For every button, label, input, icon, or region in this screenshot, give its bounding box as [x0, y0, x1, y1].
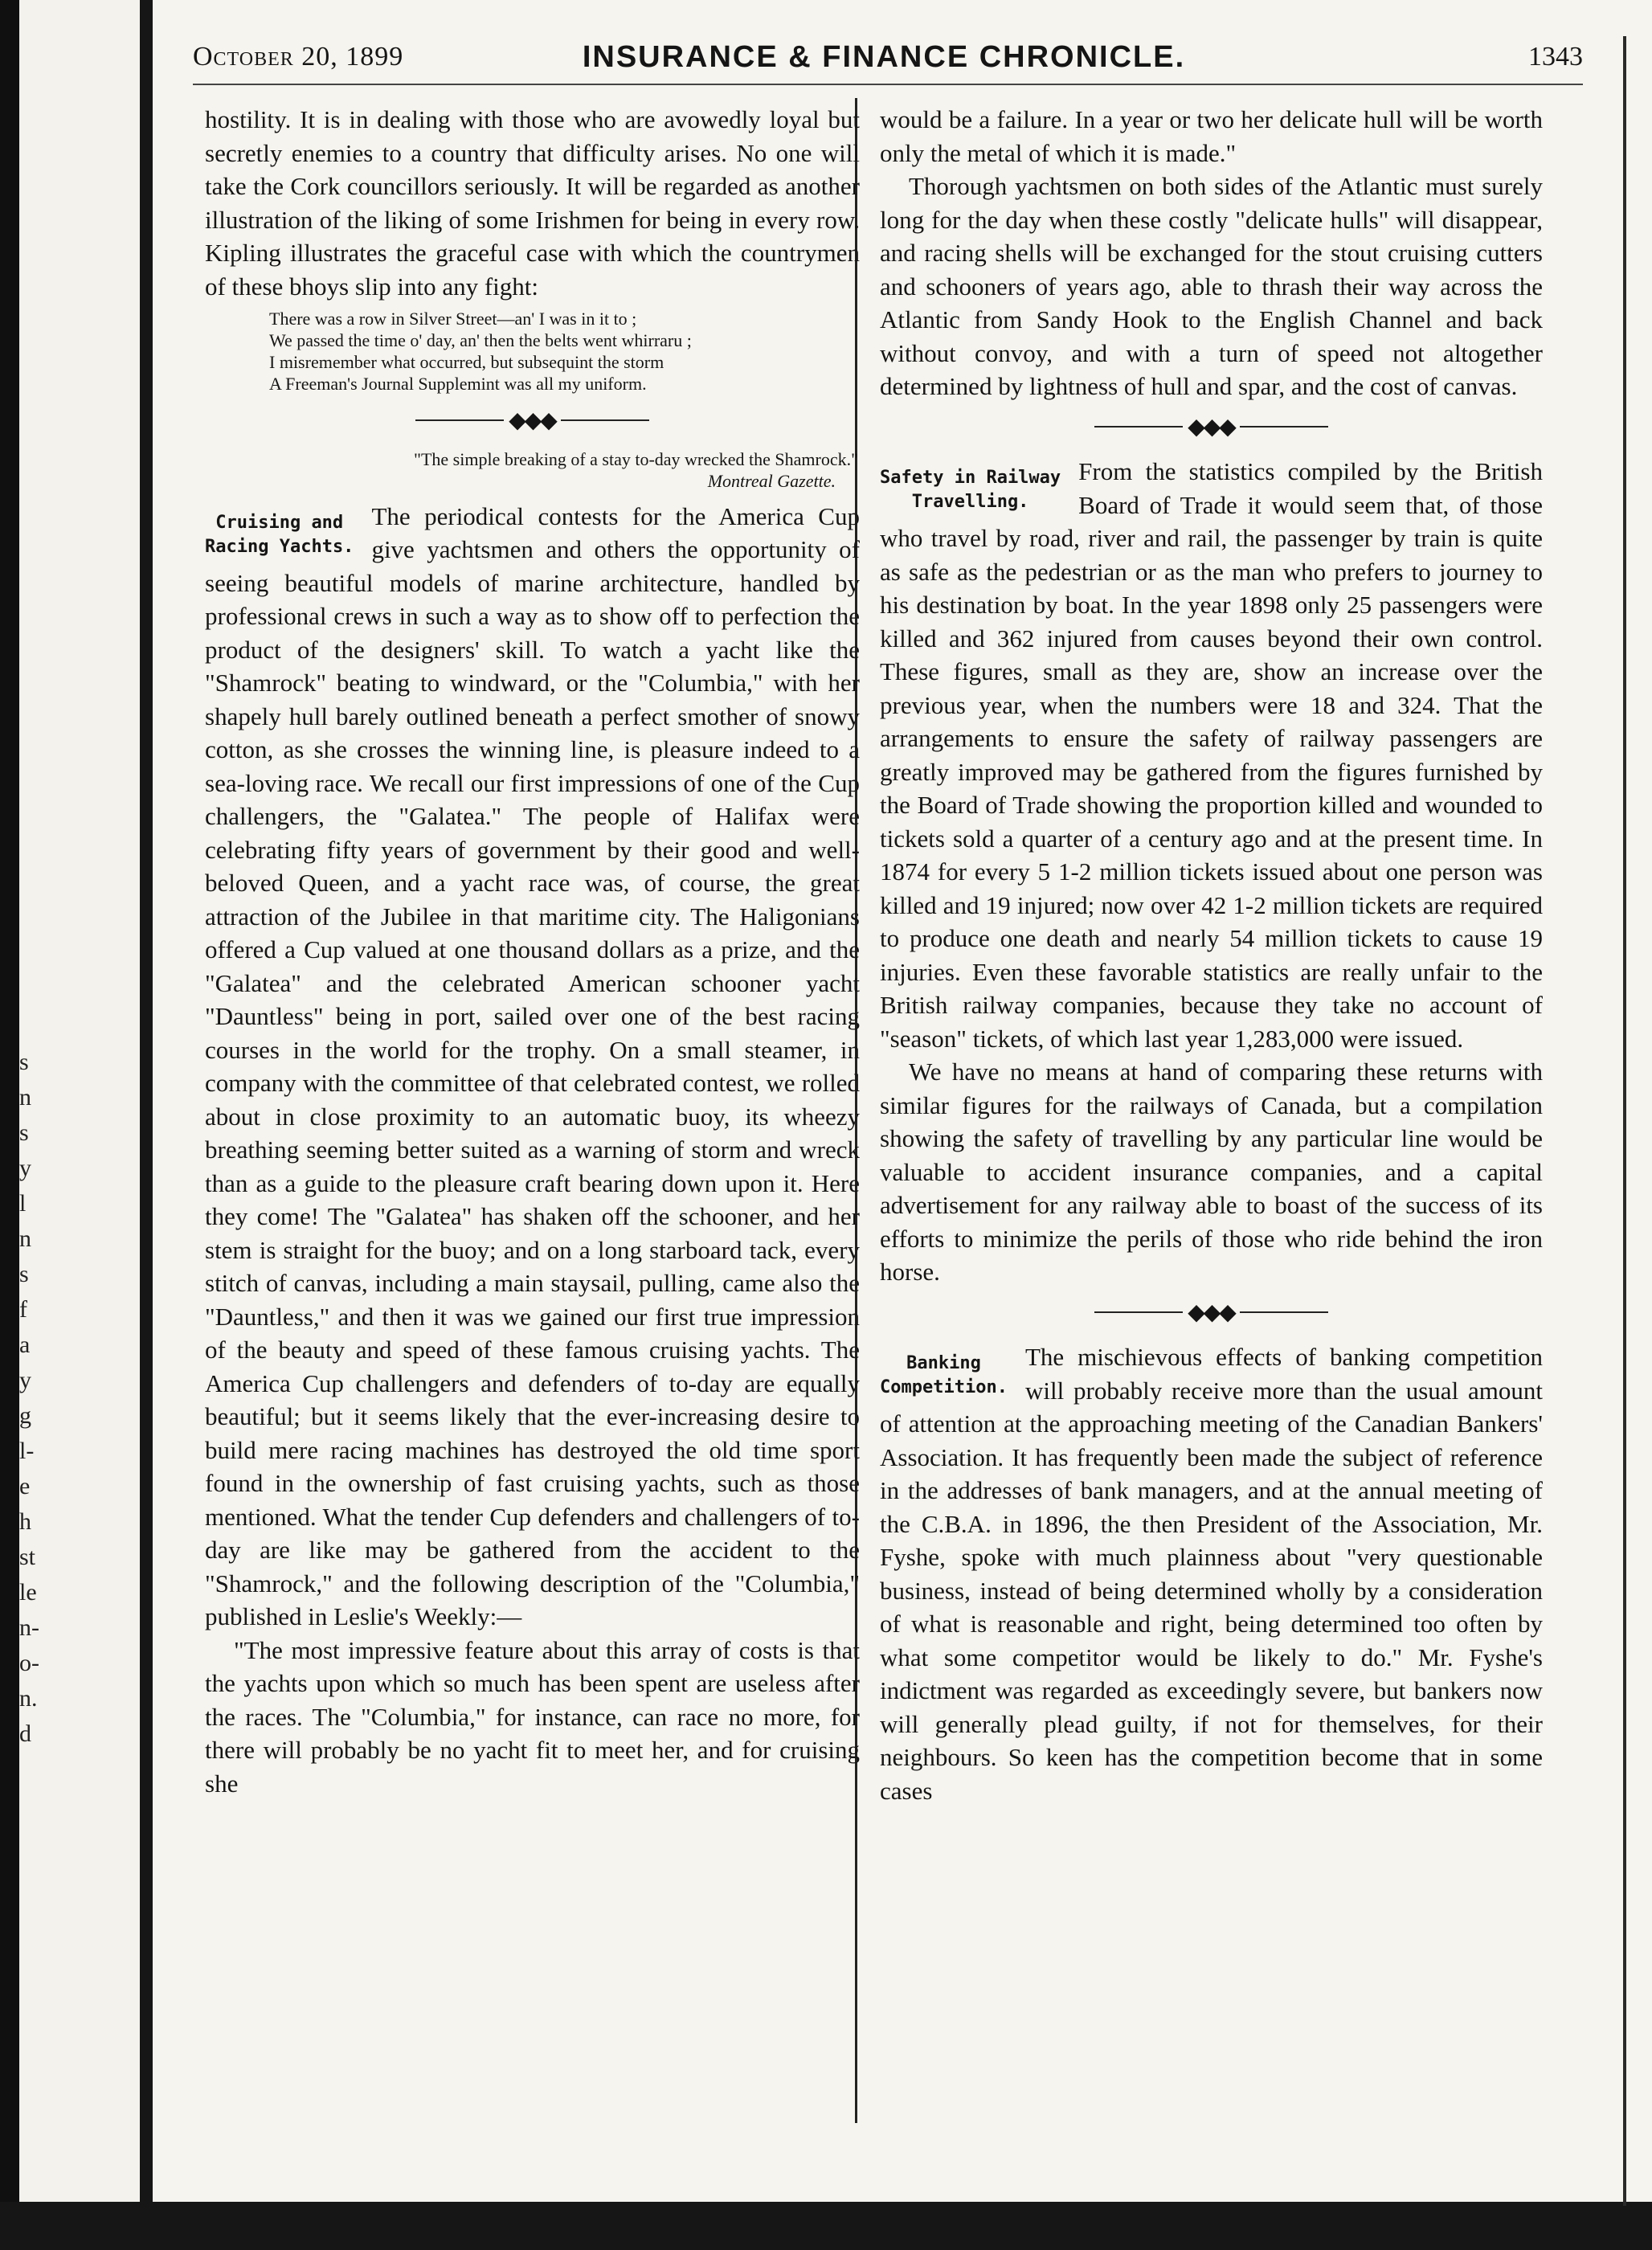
header-rule	[193, 84, 1583, 85]
fragment-char: d	[19, 1720, 31, 1747]
side-heading-line: Safety in Railway	[880, 468, 1061, 489]
fragment-char: a	[19, 1332, 31, 1358]
paragraph: We have no means at hand of comparing these returns with similar figures for the railways of Canada, but a compilation showing the safety of travelling by any particular line would be valuable to accident insurance companies, and a capital advertisement for any railway able to boast of the success of its efforts to minimize the perils of those who ride behind the iron horse.	[880, 1058, 1543, 1287]
paragraph: The periodical contests for the America Cup give yachtsmen and others the opportunity of seeing beautiful models of marine architecture, handled by professional crews in such a way as to show off to perfection the product of the designers' skill. To watch a yacht like the "Shamrock" beating to windward, or the "Columbia," with her shapely hull barely outlined beneath a perfect smother of snowy cotton, as she crosses the winning line, is pleasure indeed to a sea-loving race. We recall our first impressions of one of the Cup challengers, the "Galatea." The people of Halifax were celebrating fifty years of government by their good and well-beloved Queen, and a yacht race was, of course, the great attraction of the Jubilee in that maritime city. The Haligonians offered a Cup valued at one thousand dollars as a prize, and the "Galatea" and the celebrated American schooner yacht "Dauntless" being in port, sailed over one of the best racing courses in the world for the trophy. On a small steamer, in company with the committee of that celebrated contest, we rolled about in close proximity to an automatic buoy, its wheezy breathing seeming better suited as a warning of storm and wreck than as a guide to the pleasure craft bearing down upon it. Here they come! The "Galatea" has shaken off the schooner, and her stem is straight for the buoy; and on a long starboard tack, every stitch of canvas, including a main staysail, pulling, came also the "Dauntless," and then it was we gained our first true impression of the beauty and speed of these famous cruising yachts. The America Cup challengers and defenders of to-day are equally beautiful; but it seems likely that the ever-increasing desire to build mere racing machines has destroyed the old time sport found in the ownership of fast cruising yachts, such as those mentioned. What the tender Cup defenders and challengers of to-day are like may be gathered from the accident to the "Shamrock," and the following description of the "Columbia," published in Leslie's Weekly:—	[205, 501, 860, 1631]
paragraph: Thorough yachtsmen on both sides of the Atlantic must surely long for the day when these costly "delicate hulls" will disappear, and racing shells will be exchanged for the stout cruising cutters and schooners of years ago, able to thrash their way across the Atlantic from Sandy Hook to the English Channel and back without convoy, and with a turn of speed not altogether determined by lightness of hull and spar, and the cost of canvas.	[880, 172, 1543, 400]
epigraph-quote: "The simple breaking of a stay to-day wrecked the Shamrock."	[414, 448, 859, 469]
kipling-verse	[269, 308, 860, 395]
side-heading-line: Banking	[906, 1353, 981, 1374]
page-header	[193, 42, 1583, 82]
paragraph: The mischievous effects of banking competition will probably receive more than the usual amount of attention at the approaching meeting of the Canadian Bankers' Association. It has frequently been made the subject of reference in the addresses of bank managers, and at the annual meeting of the C.B.A. in 1896, the then President of the Association, Mr. Fyshe, spoke with much plainness about "very questionable business, instead of being determined wholly by a consideration of what is reasonable and right, being determined too often by what some competitor would be likely to do." Mr. Fyshe's indictment was regarded as exceedingly severe, but bankers now will generally plead guilty, if not for themselves, for their neighbours. So keen has the competition become that in some cases	[880, 1343, 1543, 1805]
fragment-char: s	[19, 1049, 29, 1075]
right-column	[880, 103, 1543, 1807]
section-ornament: ◆◆◆	[880, 413, 1543, 441]
verse-line: We passed the time o' day, an' then the belts went whirraru ;	[269, 330, 692, 350]
fragment-char: l	[19, 1190, 27, 1217]
side-heading	[205, 511, 354, 559]
section-cruising-yachts	[205, 500, 860, 1634]
fragment-char: s	[19, 1261, 29, 1287]
fragment-char: e	[19, 1473, 31, 1499]
side-heading-line: Travelling.	[911, 492, 1029, 513]
page-bottom-shadow	[0, 2202, 1652, 2250]
side-heading-line: Competition.	[880, 1377, 1008, 1398]
section-ornament: ◆◆◆	[205, 406, 860, 434]
fragment-char: n-	[19, 1614, 39, 1641]
epigraph-source: Montreal Gazette.	[707, 470, 836, 491]
side-heading	[880, 466, 1061, 514]
fragment-char: n.	[19, 1685, 38, 1712]
fragment-char: st	[19, 1544, 36, 1570]
page-left-shadow	[0, 0, 19, 2250]
paragraph: From the statistics compiled by the British Board of Trade it would seem that, of those who travel by road, river and rail, the passenger by train is quite as safe as the pedestrian or as the man who prefers to journey to his destination by boat. In the year 1898 only 25 passengers were killed and 362 injured from causes beyond their own control. These figures, small as they are, show an increase over the previous year, when the numbers were 18 and 324. That the arrangements to ensure the safety of railway passengers are greatly improved may be gathered from the figures furnished by the Board of Trade showing the proportion killed and wounded to tickets sold a quarter of a century ago and at the present time. In 1874 for every 5 1-2 million tickets issued about one person was killed and 19 injured; now over 42 1-2 million tickets are required to produce one death and nearly 54 million tickets to cause 19 injuries. Even these favorable statistics are really unfair to the British railway companies, because they take no account of "season" tickets, of which last year 1,283,000 were issued.	[880, 457, 1543, 1053]
verse-line: I misremember what occurred, but subsequint the storm	[269, 352, 664, 372]
side-heading-line: Cruising and	[215, 512, 344, 533]
verse-line: A Freeman's Journal Supplemint was all my uniform.	[269, 374, 647, 394]
fragment-char: y	[19, 1367, 31, 1393]
fragment-char: le	[19, 1579, 37, 1606]
fragment-char: o-	[19, 1650, 39, 1676]
section-banking-competition	[880, 1340, 1543, 1807]
publication-title: INSURANCE & FINANCE CHRONICLE.	[582, 40, 1186, 74]
paragraph: would be a failure. In a year or two her delicate hull will be worth only the metal of which it is made."	[880, 105, 1543, 167]
fragment-char: n	[19, 1225, 31, 1252]
left-column	[205, 103, 860, 1800]
right-border-rule	[1623, 36, 1626, 2206]
fragment-char: y	[19, 1155, 31, 1181]
header-date: October 20, 1899	[193, 42, 404, 72]
fragment-char: g	[19, 1402, 31, 1429]
section-ornament: ◆◆◆	[880, 1299, 1543, 1327]
side-heading	[880, 1352, 1008, 1400]
section-railway-safety	[880, 455, 1543, 1055]
fragment-char: h	[19, 1508, 31, 1535]
page-number: 1343	[1528, 42, 1583, 72]
paragraph: hostility. It is in dealing with those who are avowedly loyal but secretly enemies to a country that difficulty arises. No one will take the Cork councillors seriously. It will be regarded as another illustration of the liking of some Irishmen for being in every row. Kipling illustrates the graceful case with which the countrymen of these bhoys slip into any fight:	[205, 105, 860, 301]
verse-line: There was a row in Silver Street—an' I was in it to ;	[269, 309, 637, 329]
fragment-char: n	[19, 1084, 31, 1111]
adjacent-page-fragments	[19, 1045, 67, 1752]
fragment-char: s	[19, 1119, 29, 1146]
fragment-char: l-	[19, 1438, 35, 1464]
paragraph: "The most impressive feature about this array of costs is that the yachts upon which so much has been spent are useless after the races. The "Columbia," for instance, can race no more, for there will probably be no yacht fit to meet her, and for cruising she	[205, 1635, 860, 1798]
fragment-char: f	[19, 1296, 27, 1323]
side-heading-line: Racing Yachts.	[205, 536, 354, 557]
